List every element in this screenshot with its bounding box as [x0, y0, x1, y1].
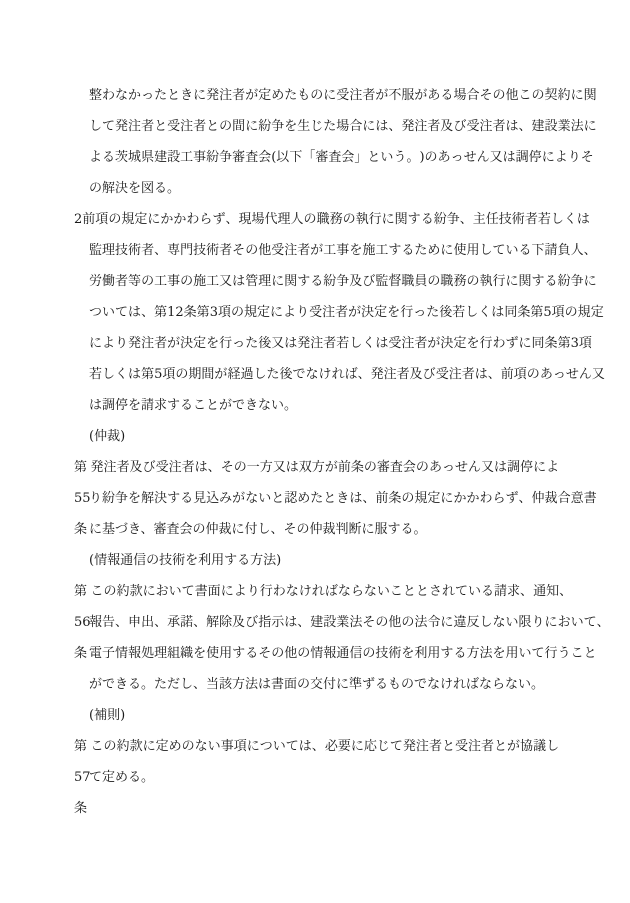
article-caption [74, 545, 557, 576]
body-line [74, 762, 557, 793]
body-line [74, 638, 597, 669]
article-caption [74, 700, 557, 731]
justified-line-text: つ い て は 、 第 1 2 条 第 3 項 の 規 定 に よ り 受 注 者 が 決 定 を 行 っ た 後 若 し く は 同 条 第 5 項 の 規 定 [89, 305, 604, 320]
document-text-block [74, 80, 610, 816]
justified-line-text: 発 注 者 及 び 受 注 者 は 、 そ の 一 方 又 は 双 方 が 前 条 の 審 査 会 の あ っ せ ん 又 は 調 停 に よ [90, 460, 560, 475]
line-text: (補則) [89, 708, 126, 723]
line-text: に基づき、審査会の仲裁に付し、その仲裁判断に服する。 [89, 522, 427, 537]
justified-line-text: 整 わ な か っ た と き に 発 注 者 が 定 め た も の に 受 注 者 が 不 服 が あ る 場 合 そ の 他 こ の 契 約 に 関 [89, 88, 597, 103]
body-line [74, 514, 557, 545]
justified-line-text: 電 子 情 報 処 理 組 織 を 使 用 す る そ の 他 の 情 報 通 信 の 技 術 を 利 用 す る 方 法 を 用 い て 行 う こ と [89, 646, 597, 661]
justified-line-text: こ の 約 款 に お い て 書 面 に よ り 行 わ な け れ ば な ら な い こ と と さ れ て い る 請 求 、 通 知 、 [90, 584, 573, 599]
line-text: ができる。ただし、当該方法は書面の交付に準ずるものでなければならない。 [89, 677, 545, 692]
body-line [74, 328, 592, 359]
line-text: (仲裁) [89, 429, 126, 444]
body-line [74, 111, 597, 142]
body-line [74, 483, 597, 514]
body-line [74, 235, 597, 266]
body-line [74, 607, 610, 638]
body-line [74, 669, 557, 700]
body-line [74, 142, 594, 173]
body-line [74, 80, 597, 111]
line-text: は調停を請求することができない。 [89, 398, 298, 413]
justified-line-text: り 紛 争 を 解 決 す る 見 込 み が な い と 認 め た と き は 、 前 条 の 規 定 に か か わ ら ず 、 仲 裁 合 意 書 [89, 491, 597, 506]
line-text: の解決を図る。 [89, 181, 181, 196]
article-caption [74, 421, 557, 452]
justified-line-text: し て 発 注 者 と 受 注 者 と の 間 に 紛 争 を 生 じ た 場 合 に は 、 発 注 者 及 び 受 注 者 は 、 建 設 業 法 に [89, 119, 597, 134]
article-number: 第56条 [74, 584, 91, 661]
line-text: て定める。 [89, 770, 155, 785]
justified-line-text: 労 働 者 等 の 工 事 の 施 工 又 は 管 理 に 関 す る 紛 争 及 び 監 督 職 員 の 職 務 の 執 行 に 関 す る 紛 争 に [89, 274, 597, 289]
justified-line-text: 報 告 、 申 出 、 承 諾 、 解 除 及 び 指 示 は 、 建 設 業 法 そ の 他 の 法 令 に 違 反 し な い 限 り に お い て 、 [89, 615, 610, 630]
justified-line-text: 若 し く は 第 5 項 の 期 間 が 経 過 し た 後 で な け れ ば 、 発 注 者 及 び 受 注 者 は 、 前 項 の あ っ せ ん 又 [89, 367, 605, 382]
article-number: 第57条 [74, 739, 91, 816]
body-line [74, 359, 605, 390]
body-line [74, 390, 557, 421]
body-line [74, 266, 597, 297]
justified-line-text: 前 項 の 規 定 に か か わ ら ず 、 現 場 代 理 人 の 職 務 の 執 行 に 関 す る 紛 争 、 主 任 技 術 者 若 し く は [82, 212, 590, 227]
justified-line-text: 監 理 技 術 者 、 専 門 技 術 者 そ の 他 受 注 者 が 工 事 を 施 工 す る た め に 使 用 し て い る 下 請 負 人 、 [89, 243, 597, 258]
paragraph-start-line [74, 204, 590, 235]
line-text: (情報通信の技術を利用する方法) [89, 553, 282, 568]
justified-line-text: よ る 茨 城 県 建 設 工 事 紛 争 審 査 会 ( 以 下 「 審 査 会 」 と い う 。 ) の あ っ せ ん 又 は 調 停 に よ り そ [89, 150, 594, 165]
justified-line-text: こ の 約 款 に 定 め の な い 事 項 に つ い て は 、 必 要 に 応 じ て 発 注 者 と 受 注 者 と が 協 議 し [90, 739, 560, 754]
paragraph-number: 2 [74, 212, 83, 227]
body-line [74, 297, 604, 328]
article-number: 第55条 [74, 460, 91, 537]
justified-line-text: に よ り 発 注 者 が 決 定 を 行 っ た 後 又 は 発 注 者 若 し く は 受 注 者 が 決 定 を 行 わ ず に 同 条 第 3 項 [89, 336, 592, 351]
body-line [74, 173, 557, 204]
